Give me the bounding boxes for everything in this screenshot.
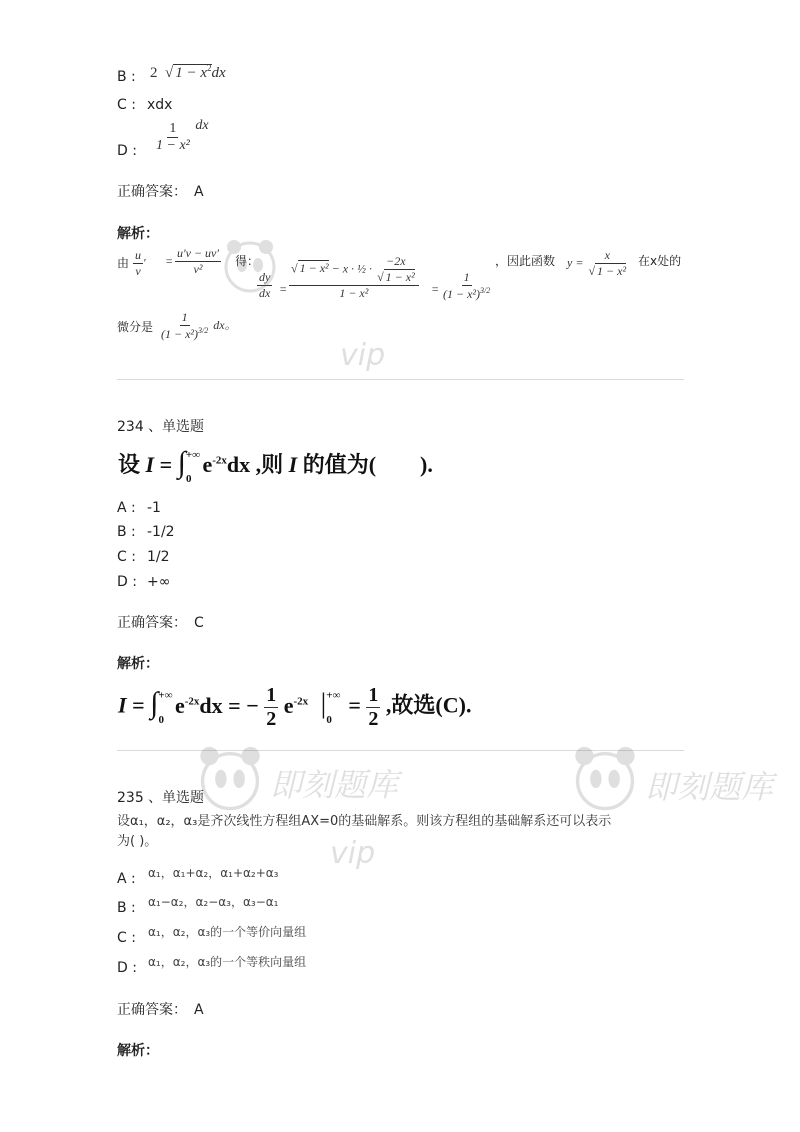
- question-number-235: 235 、: [117, 790, 163, 806]
- option-b-formula: 2 √ $1 - x^2dx$: [150, 63, 226, 81]
- question-type-234: 单选题: [162, 419, 204, 435]
- answer-value-235: A: [194, 1002, 204, 1018]
- question-type-235: 单选题: [162, 790, 204, 806]
- option-b-label-235: B :: [117, 900, 136, 916]
- option-d-formula: $\frac{1}{\text{1 − x²}}$ dx: [156, 118, 209, 154]
- option-b-label: B :: [117, 69, 136, 85]
- question-stem-235-line1: 设α₁，α₂，α₃是齐次线性方程组AX=0的基础解系。则该方程组的基础解系还可以表示: [117, 814, 612, 829]
- answer-label-234: 正确答案：: [117, 615, 187, 631]
- option-c-text: xdx: [147, 97, 173, 113]
- answer-value-233: A: [194, 184, 204, 200]
- option-c-label-234: C :: [117, 549, 136, 565]
- option-b-text-234: -1/2: [147, 524, 175, 540]
- analysis-label-234: 解析：: [117, 656, 159, 672]
- analysis-formula-233: 由 $\frac{u}{v}$ ′ = $\frac{u'v - uv'}{\text{v²}}$ 得： $\frac{dy}{dx}$ = √ 1 − x² − x · ½ · $\frac{-2x}{\text{√ 1 − x²}}$ 1 − x² = $\frac{1}{(1 - x^2)^{3/2}}$ ，因此函数 y = $\frac{x}{\text{√ 1 − x²}}$ 在x处的 微分是 $\frac{1}{(1 - x^2)^{3/2}}$ dx。: [117, 246, 682, 341]
- answer-value-234: C: [194, 615, 204, 631]
- analysis-weifen: 微分是: [117, 320, 154, 334]
- analysis-zai: 在x处的: [638, 254, 682, 268]
- divider-2: [117, 750, 684, 751]
- option-c-label-235: C :: [117, 930, 136, 946]
- option-c-label: C :: [117, 97, 136, 113]
- option-b-label-234: B :: [117, 524, 136, 540]
- option-d-text-235: α₁，α₂，α₃的一个等秩向量组: [148, 955, 307, 969]
- option-c-text-234: 1/2: [147, 549, 170, 565]
- answer-label-235: 正确答案：: [117, 1002, 187, 1018]
- watermark-text-2: 即刻题库: [645, 768, 774, 806]
- analysis-de: 得：: [235, 254, 260, 268]
- answer-label-233: 正确答案：: [117, 184, 187, 200]
- option-a-text-234: -1: [147, 500, 161, 516]
- analysis-label-233: 解析：: [117, 226, 159, 242]
- analysis-label-235: 解析：: [117, 1043, 159, 1059]
- option-d-label: D :: [117, 143, 137, 159]
- question-number-234: 234 、: [117, 419, 163, 435]
- option-d-label-234: D :: [117, 574, 137, 590]
- divider-1: [117, 379, 684, 380]
- option-a-text-235: α₁，α₁+α₂，α₁+α₂+α₃: [148, 866, 279, 880]
- question-stem-235-line2: 为( )。: [117, 834, 158, 849]
- option-a-label-234: A :: [117, 500, 136, 516]
- watermark-text-1: 即刻题库: [270, 766, 399, 804]
- option-c-text-235: α₁，α₂，α₃的一个等价向量组: [148, 925, 307, 939]
- watermark-vip-1: vip: [340, 338, 386, 373]
- option-b-text-235: α₁−α₂，α₂−α₃，α₃−α₁: [148, 895, 279, 909]
- option-a-label-235: A :: [117, 871, 136, 887]
- watermark-vip-2: vip: [330, 836, 376, 871]
- analysis-formula-234: $I = \int^{+\infty}_0$ $e^{-2x}dx$ = − $\frac{1}{2}$ $e^{-2x}$ $|^{+\infty}_0$ = $\frac{1}{2}$ ,故选(C).: [118, 684, 472, 730]
- analysis-you: 由: [117, 256, 130, 270]
- option-d-text-234: +∞: [147, 574, 171, 590]
- option-d-label-235: D :: [117, 960, 137, 976]
- analysis-yinci: ，因此函数: [495, 254, 556, 268]
- question-stem-234: 设 $I = \int^{+\infty}_0$ $e^{-2x}dx$ ,则 I 的值为( ).: [118, 446, 433, 485]
